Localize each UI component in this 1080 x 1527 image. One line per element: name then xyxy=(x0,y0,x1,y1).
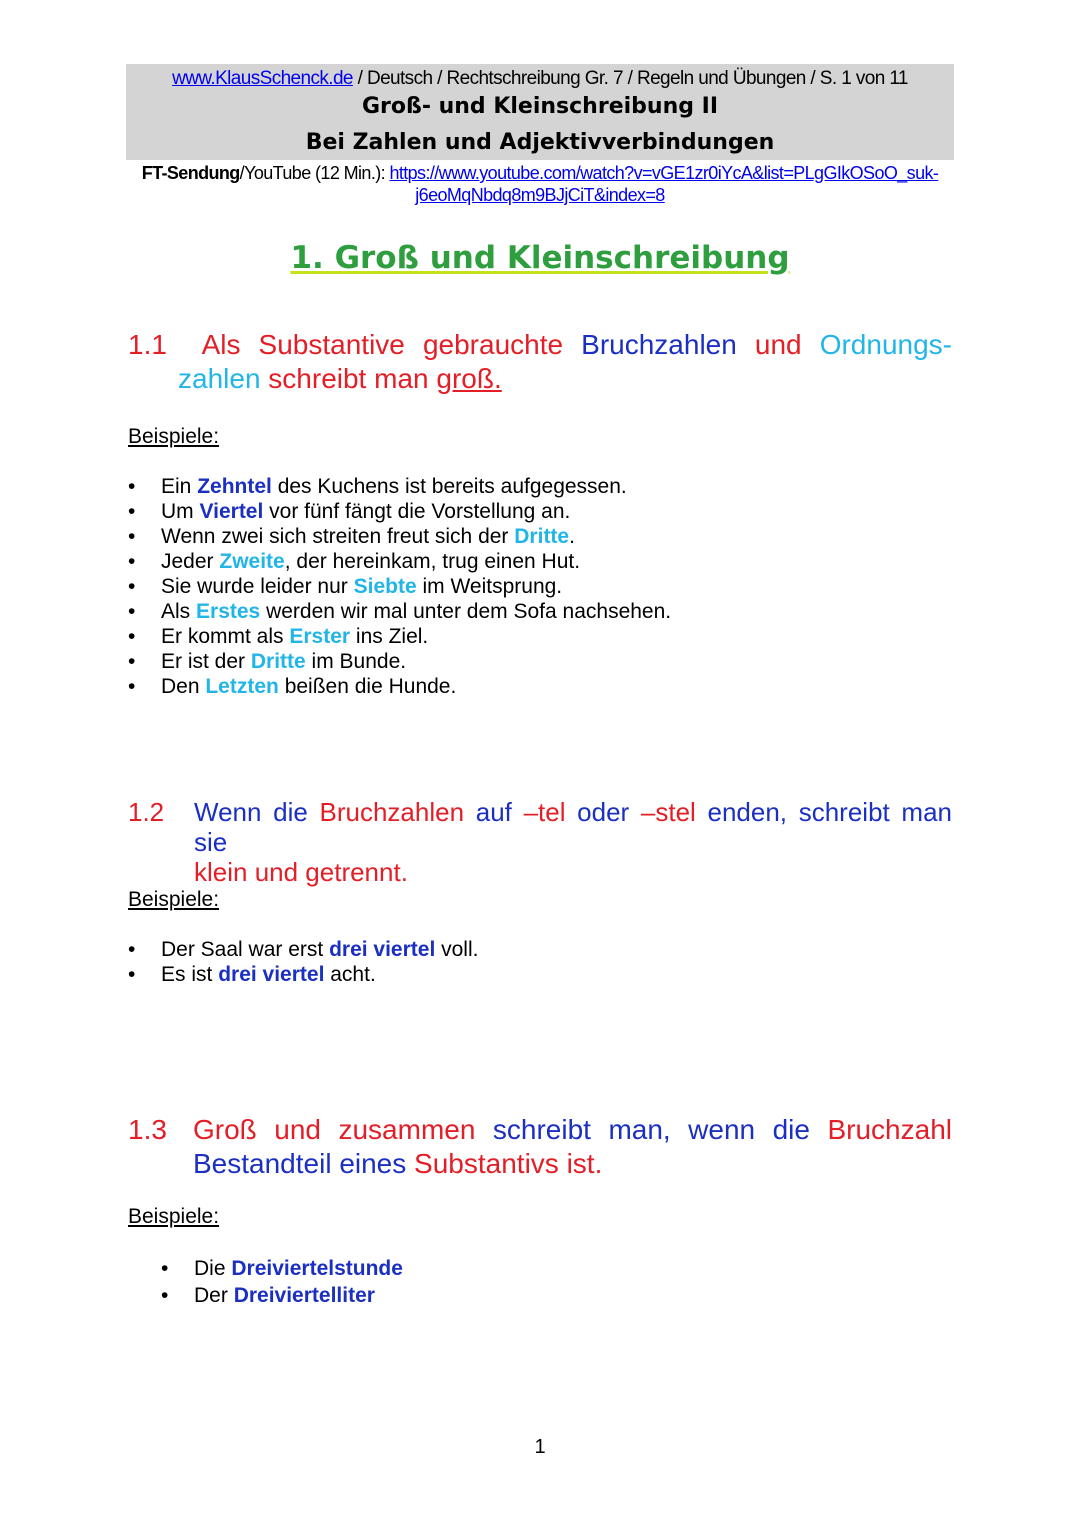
examples-list-1-3 xyxy=(161,1255,761,1309)
breadcrumb-text: / Deutsch / Rechtschreibung Gr. 7 / Regeln und Übungen / S. 1 von 11 xyxy=(352,68,908,89)
site-link[interactable]: www.KlausSchenck.de xyxy=(172,68,353,89)
page-number: 1 xyxy=(534,1436,546,1458)
examples-label: Beispiele: xyxy=(128,888,220,911)
document-title: Groß- und Kleinschreibung II xyxy=(361,94,719,119)
ft-label: FT-Sendung xyxy=(141,163,240,183)
rule-1-1: 1.1 Als Substantive gebrauchte Bruchzahlen und Ordnungs- zahlen schreibt man groß. xyxy=(128,329,952,394)
list-item: • Sie wurde leider nur Siebte im Weitsprung. xyxy=(128,574,928,599)
list-item: • Der Dreiviertelliter xyxy=(161,1282,761,1309)
ft-label-rest: /YouTube (12 Min.): xyxy=(239,163,390,183)
list-item: • Wenn zwei sich streiten freut sich der Dritte. xyxy=(128,524,928,549)
header-breadcrumb xyxy=(126,67,954,91)
youtube-link[interactable]: https://www.youtube.com/watch?v=vGE1zr0iYcA&list=PLgGIkOSoO_suk- xyxy=(389,163,939,183)
ft-video-line xyxy=(126,162,954,206)
rule-1-3: 1.3 Groß und zusammen schreibt man, wenn die Bruchzahl Bestandteil eines Substantivs ist. xyxy=(128,1114,952,1179)
list-item: • Um Viertel vor fünf fängt die Vorstellung an. xyxy=(128,499,928,524)
rule-1-2: 1.2 Wenn die Bruchzahlen auf –tel oder –stel enden, schreibt man sie klein und getrennt. xyxy=(128,797,953,887)
list-item: • Als Erstes werden wir mal unter dem Sofa nachsehen. xyxy=(128,599,928,624)
examples-label: Beispiele: xyxy=(128,425,220,448)
list-item: • Jeder Zweite, der hereinkam, trug einen Hut. xyxy=(128,549,928,574)
list-item: • Den Letzten beißen die Hunde. xyxy=(128,674,928,699)
document-header xyxy=(126,64,954,160)
list-item: • Die Dreiviertelstunde xyxy=(161,1255,761,1282)
examples-list-1-2 xyxy=(128,937,928,987)
document-subtitle: Bei Zahlen und Adjektivverbindungen xyxy=(305,130,775,155)
examples-list-1-1 xyxy=(128,474,928,699)
youtube-link-continued[interactable]: j6eoMqNbdq8m9BJjCiT&index=8 xyxy=(415,185,665,205)
list-item: • Er ist der Dritte im Bunde. xyxy=(128,649,928,674)
rule-number: 1.1 xyxy=(128,329,167,360)
list-item: • Es ist drei viertel acht. xyxy=(128,962,928,987)
rule-number: 1.3 xyxy=(128,1114,167,1145)
list-item: • Er kommt als Erster ins Ziel. xyxy=(128,624,928,649)
list-item: • Ein Zehntel des Kuchens ist bereits aufgegessen. xyxy=(128,474,928,499)
examples-label: Beispiele: xyxy=(128,1205,220,1228)
section-heading: 1. Groß und Kleinschreibung xyxy=(290,240,790,276)
list-item: • Der Saal war erst drei viertel voll. xyxy=(128,937,928,962)
rule-number: 1.2 xyxy=(128,797,165,827)
